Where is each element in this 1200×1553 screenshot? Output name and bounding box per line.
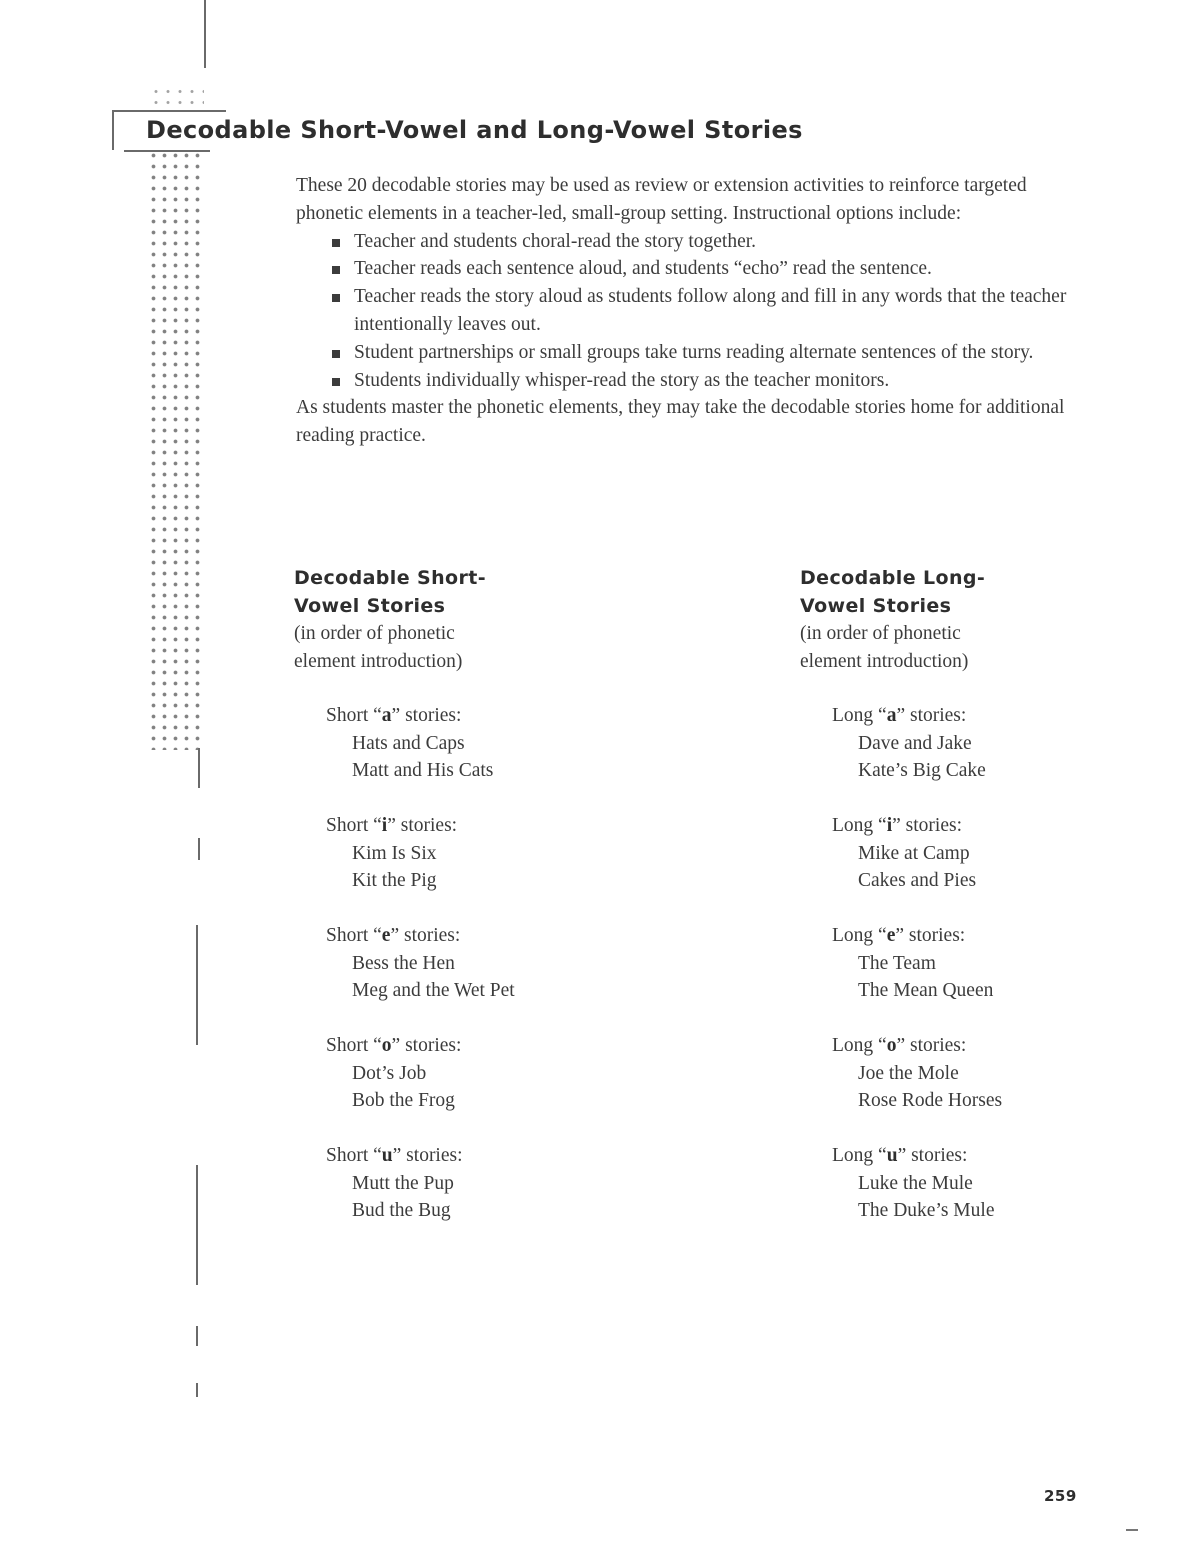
story-title: Luke the Mule <box>858 1172 973 1194</box>
margin-rule-3 <box>196 925 198 1045</box>
option-item: Student partnerships or small groups take turns reading alternate sentences of the story. <box>328 339 1086 367</box>
label-suffix: ” stories: <box>387 815 458 836</box>
story-title: Cakes and Pies <box>858 870 977 891</box>
intro-section <box>296 172 1086 450</box>
story-title: Kit the Pig <box>352 870 437 891</box>
vowel-letter: e <box>886 925 896 946</box>
long-u-group <box>800 1142 1100 1225</box>
corner-crop-mark <box>1126 1529 1138 1531</box>
long-vowel-column <box>800 565 1100 1252</box>
story-title: The Duke’s Mule <box>858 1200 995 1221</box>
margin-rule-2 <box>198 838 200 860</box>
short-vowel-subheading-line1: (in order of phonetic <box>294 623 455 644</box>
group-label <box>294 812 594 840</box>
label-prefix: Short “ <box>326 705 382 726</box>
group-label <box>800 812 1100 840</box>
long-a-group <box>800 702 1100 785</box>
option-item: Teacher reads the story aloud as students follow along and fill in any words that the teacher intentionally leaves out. <box>328 283 1086 339</box>
label-suffix: ” stories: <box>895 925 966 946</box>
label-suffix: ” stories: <box>392 1145 463 1166</box>
group-label <box>800 1142 1100 1170</box>
group-label <box>294 922 594 950</box>
story-title: Kate’s Big Cake <box>858 760 986 781</box>
short-u-group <box>294 1142 594 1225</box>
label-prefix: Short “ <box>326 815 382 836</box>
vowel-letter: u <box>381 1145 393 1166</box>
label-prefix: Short “ <box>326 1145 382 1166</box>
margin-rule-top <box>204 0 206 68</box>
short-o-group <box>294 1032 594 1115</box>
label-suffix: ” stories: <box>896 705 967 726</box>
page-title: Decodable Short-Vowel and Long-Vowel Stories <box>146 116 803 144</box>
vowel-letter: u <box>886 1145 898 1166</box>
story-title: Bess the Hen <box>352 952 455 974</box>
margin-rule-1 <box>198 748 200 788</box>
label-suffix: ” stories: <box>391 1035 462 1056</box>
short-vowel-heading-line1: Decodable Short- <box>294 567 487 589</box>
group-label <box>294 1032 594 1060</box>
story-title: Rose Rode Horses <box>858 1090 1003 1111</box>
label-prefix: Long “ <box>832 925 887 946</box>
group-label <box>294 1142 594 1170</box>
story-title: Matt and His Cats <box>352 760 494 781</box>
vowel-letter: a <box>886 705 897 726</box>
title-frame-left-rule <box>112 110 114 150</box>
story-title: Bud the Bug <box>352 1200 451 1221</box>
long-vowel-groups <box>800 702 1100 1225</box>
vowel-letter: o <box>381 1035 392 1056</box>
story-title: Meg and the Wet Pet <box>352 980 515 1001</box>
title-frame-top-rule <box>112 110 226 112</box>
story-title: Kim Is Six <box>352 842 437 864</box>
label-prefix: Short “ <box>326 925 382 946</box>
halftone-dots-top <box>150 86 204 108</box>
vowel-letter: o <box>886 1035 897 1056</box>
short-vowel-column <box>294 565 594 1252</box>
options-list <box>296 228 1086 395</box>
long-vowel-heading-line2: Vowel Stories <box>800 594 952 617</box>
group-label <box>800 1032 1100 1060</box>
short-vowel-subheading-line2: element introduction) <box>294 650 463 672</box>
long-i-group <box>800 812 1100 895</box>
story-title: Bob the Frog <box>352 1090 455 1111</box>
label-suffix: ” stories: <box>390 925 461 946</box>
label-suffix: ” stories: <box>896 1035 967 1056</box>
margin-rule-4 <box>196 1165 198 1285</box>
story-title: Joe the Mole <box>858 1062 959 1084</box>
group-label <box>800 702 1100 730</box>
option-item: Students individually whisper-read the story as the teacher monitors. <box>328 367 1086 395</box>
story-title: Hats and Caps <box>352 732 465 754</box>
vowel-letter: i <box>886 815 893 836</box>
short-a-group <box>294 702 594 785</box>
story-title: Dot’s Job <box>352 1062 427 1084</box>
vowel-letter: a <box>381 705 392 726</box>
long-vowel-heading-line1: Decodable Long- <box>800 567 986 589</box>
story-title: Dave and Jake <box>858 732 972 754</box>
option-item: Teacher and students choral-read the story together. <box>328 228 1086 256</box>
story-title: The Mean Queen <box>858 980 994 1001</box>
vowel-letter: e <box>381 925 391 946</box>
long-e-group <box>800 922 1100 1005</box>
group-label <box>294 702 594 730</box>
label-suffix: ” stories: <box>897 1145 968 1166</box>
story-title: The Team <box>858 952 936 974</box>
margin-rule-6 <box>196 1383 198 1397</box>
long-vowel-subheading-line2: element introduction) <box>800 650 969 672</box>
label-prefix: Short “ <box>326 1035 382 1056</box>
story-title: Mike at Camp <box>858 842 970 864</box>
short-vowel-heading-line2: Vowel Stories <box>294 594 446 617</box>
label-suffix: ” stories: <box>892 815 962 836</box>
vowel-letter: i <box>381 815 388 836</box>
label-prefix: Long “ <box>832 1145 887 1166</box>
margin-rule-5 <box>196 1326 198 1346</box>
group-label <box>800 922 1100 950</box>
page-number: 259 <box>1044 1487 1077 1505</box>
story-title: Mutt the Pup <box>352 1172 454 1194</box>
label-prefix: Long “ <box>832 1035 887 1056</box>
halftone-dots-strip <box>148 150 204 750</box>
intro-closing: As students master the phonetic elements, they may take the decodable stories home for additional reading practice. <box>296 397 1065 447</box>
short-e-group <box>294 922 594 1005</box>
intro-lead: These 20 decodable stories may be used as review or extension activities to reinforce targeted phonetic elements in a teacher-led, small-group setting. Instructional options include: <box>296 175 1027 224</box>
short-i-group <box>294 812 594 895</box>
short-vowel-groups <box>294 702 594 1225</box>
label-prefix: Long “ <box>832 815 887 836</box>
option-item: Teacher reads each sentence aloud, and students “echo” read the sentence. <box>328 255 1086 283</box>
label-prefix: Long “ <box>832 705 887 726</box>
long-o-group <box>800 1032 1100 1115</box>
long-vowel-subheading-line1: (in order of phonetic <box>800 623 961 644</box>
label-suffix: ” stories: <box>391 705 462 726</box>
